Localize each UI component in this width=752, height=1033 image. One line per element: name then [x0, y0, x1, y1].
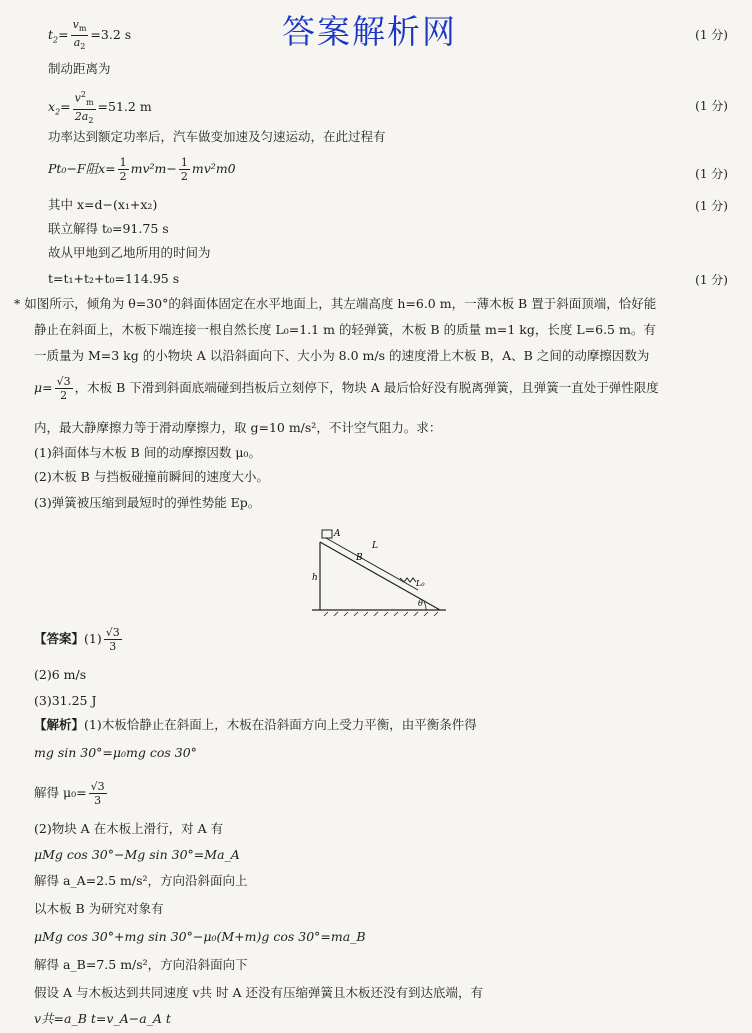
label-A: A [334, 529, 341, 539]
power-text: 功率达到额定功率后，汽车做变加速及匀速运动，在此过程有 [48, 129, 386, 144]
question-p4: μ= $\frac{√3}{2}$ ，木板 B 下滑到斜面底端碰到挡板后立刻停下，物块 A 最后恰好没有脱离弹簧，且弹簧一直处于弹性限度 [34, 375, 659, 402]
analysis-eq3: μMg cos 30°−Mg sin 30°=Ma_A [34, 847, 240, 862]
subquestion-2: (2)木板 B 与挡板碰撞前瞬间的速度大小。 [34, 469, 269, 484]
score-2: (1 分) [695, 99, 728, 113]
equation-total: t=t₁+t₂+t₀=114.95 s [48, 271, 180, 286]
label-B: B [356, 553, 363, 563]
equation-t2: $t_2=$ $\frac{v_m}{a_2}$ =3.2 s [48, 18, 132, 52]
subquestion-3: (3)弹簧被压缩到最短时的弹性势能 Ep。 [34, 495, 261, 510]
answer-1: 【答案】(1) $\frac{√3}{3}$ [34, 626, 120, 653]
analysis-eq2: 解得 μ₀= $\frac{√3}{3}$ [34, 780, 105, 807]
question-p1: * 如图所示，倾角为 θ=30°的斜面体固定在水平地面上，其左端高度 h=6.0 m，一薄木板 B 置于斜面顶端，恰好能 [14, 296, 657, 311]
label-theta: θ [418, 599, 423, 608]
score-1: (1 分) [695, 28, 728, 42]
label-h: h [312, 573, 318, 583]
equation-x2: $x_2=$ $\frac{v^2_m}{2a_2}$ =51.2 m [48, 90, 152, 126]
score-4: (1 分) [695, 199, 728, 213]
subquestion-1: (1)斜面体与木板 B 间的动摩擦因数 μ₀。 [34, 445, 261, 460]
incline-diagram [308, 520, 448, 620]
brake-label: 制动距离为 [48, 61, 111, 76]
analysis-eq1: mg sin 30°=μ₀mg cos 30° [34, 745, 197, 760]
label-L0: L₀ [416, 579, 425, 588]
equation-energy: Pt₀−F阻x= $\frac{1}{2}$ mv²m− $\frac{1}{2}$ mv²m0 [48, 156, 236, 183]
watermark: 答案解析网 [282, 12, 457, 51]
equation-t0: 联立解得 t₀=91.75 s [48, 221, 169, 236]
score-5: (1 分) [695, 273, 728, 287]
answer-2: (2)6 m/s [34, 667, 87, 682]
total-time-label: 故从甲地到乙地所用的时间为 [48, 245, 211, 260]
equation-x: 其中 x=d−(x₁+x₂) [48, 197, 158, 212]
analysis-eq7: v共=a_B t=v_A−a_A t [34, 1011, 171, 1026]
analysis-intro: 【解析】(1)木板恰静止在斜面上，木板在沿斜面方向上受力平衡，由平衡条件得 [34, 717, 477, 732]
label-L: L [372, 541, 378, 551]
question-p3: 一质量为 M=3 kg 的小物块 A 以沿斜面向下、大小为 8.0 m/s 的速度滑上木板 B，A、B 之间的动摩擦因数为 [34, 348, 650, 363]
answer-3: (3)31.25 J [34, 693, 97, 708]
analysis-eq5: μMg cos 30°+mg sin 30°−μ₀(M+m)g cos 30°=ma_B [34, 929, 366, 944]
question-p5: 内，最大静摩擦力等于滑动摩擦力，取 g=10 m/s²，不计空气阻力。求： [34, 420, 442, 435]
analysis-t3: 以木板 B 为研究对象有 [34, 901, 164, 916]
analysis-eq6: 解得 a_B=7.5 m/s²，方向沿斜面向下 [34, 957, 248, 972]
analysis-t2: (2)物块 A 在木板上滑行，对 A 有 [34, 821, 224, 836]
score-3: (1 分) [695, 167, 728, 181]
question-p2: 静止在斜面上，木板下端连接一根自然长度 L₀=1.1 m 的轻弹簧，木板 B 的质量 m=1 kg，长度 L=6.5 m。有 [34, 322, 656, 337]
analysis-t4: 假设 A 与木板达到共同速度 v共 时 A 还没有压缩弹簧且木板还没有到达底端，有 [34, 985, 483, 1000]
analysis-eq4: 解得 a_A=2.5 m/s²，方向沿斜面向上 [34, 873, 248, 888]
